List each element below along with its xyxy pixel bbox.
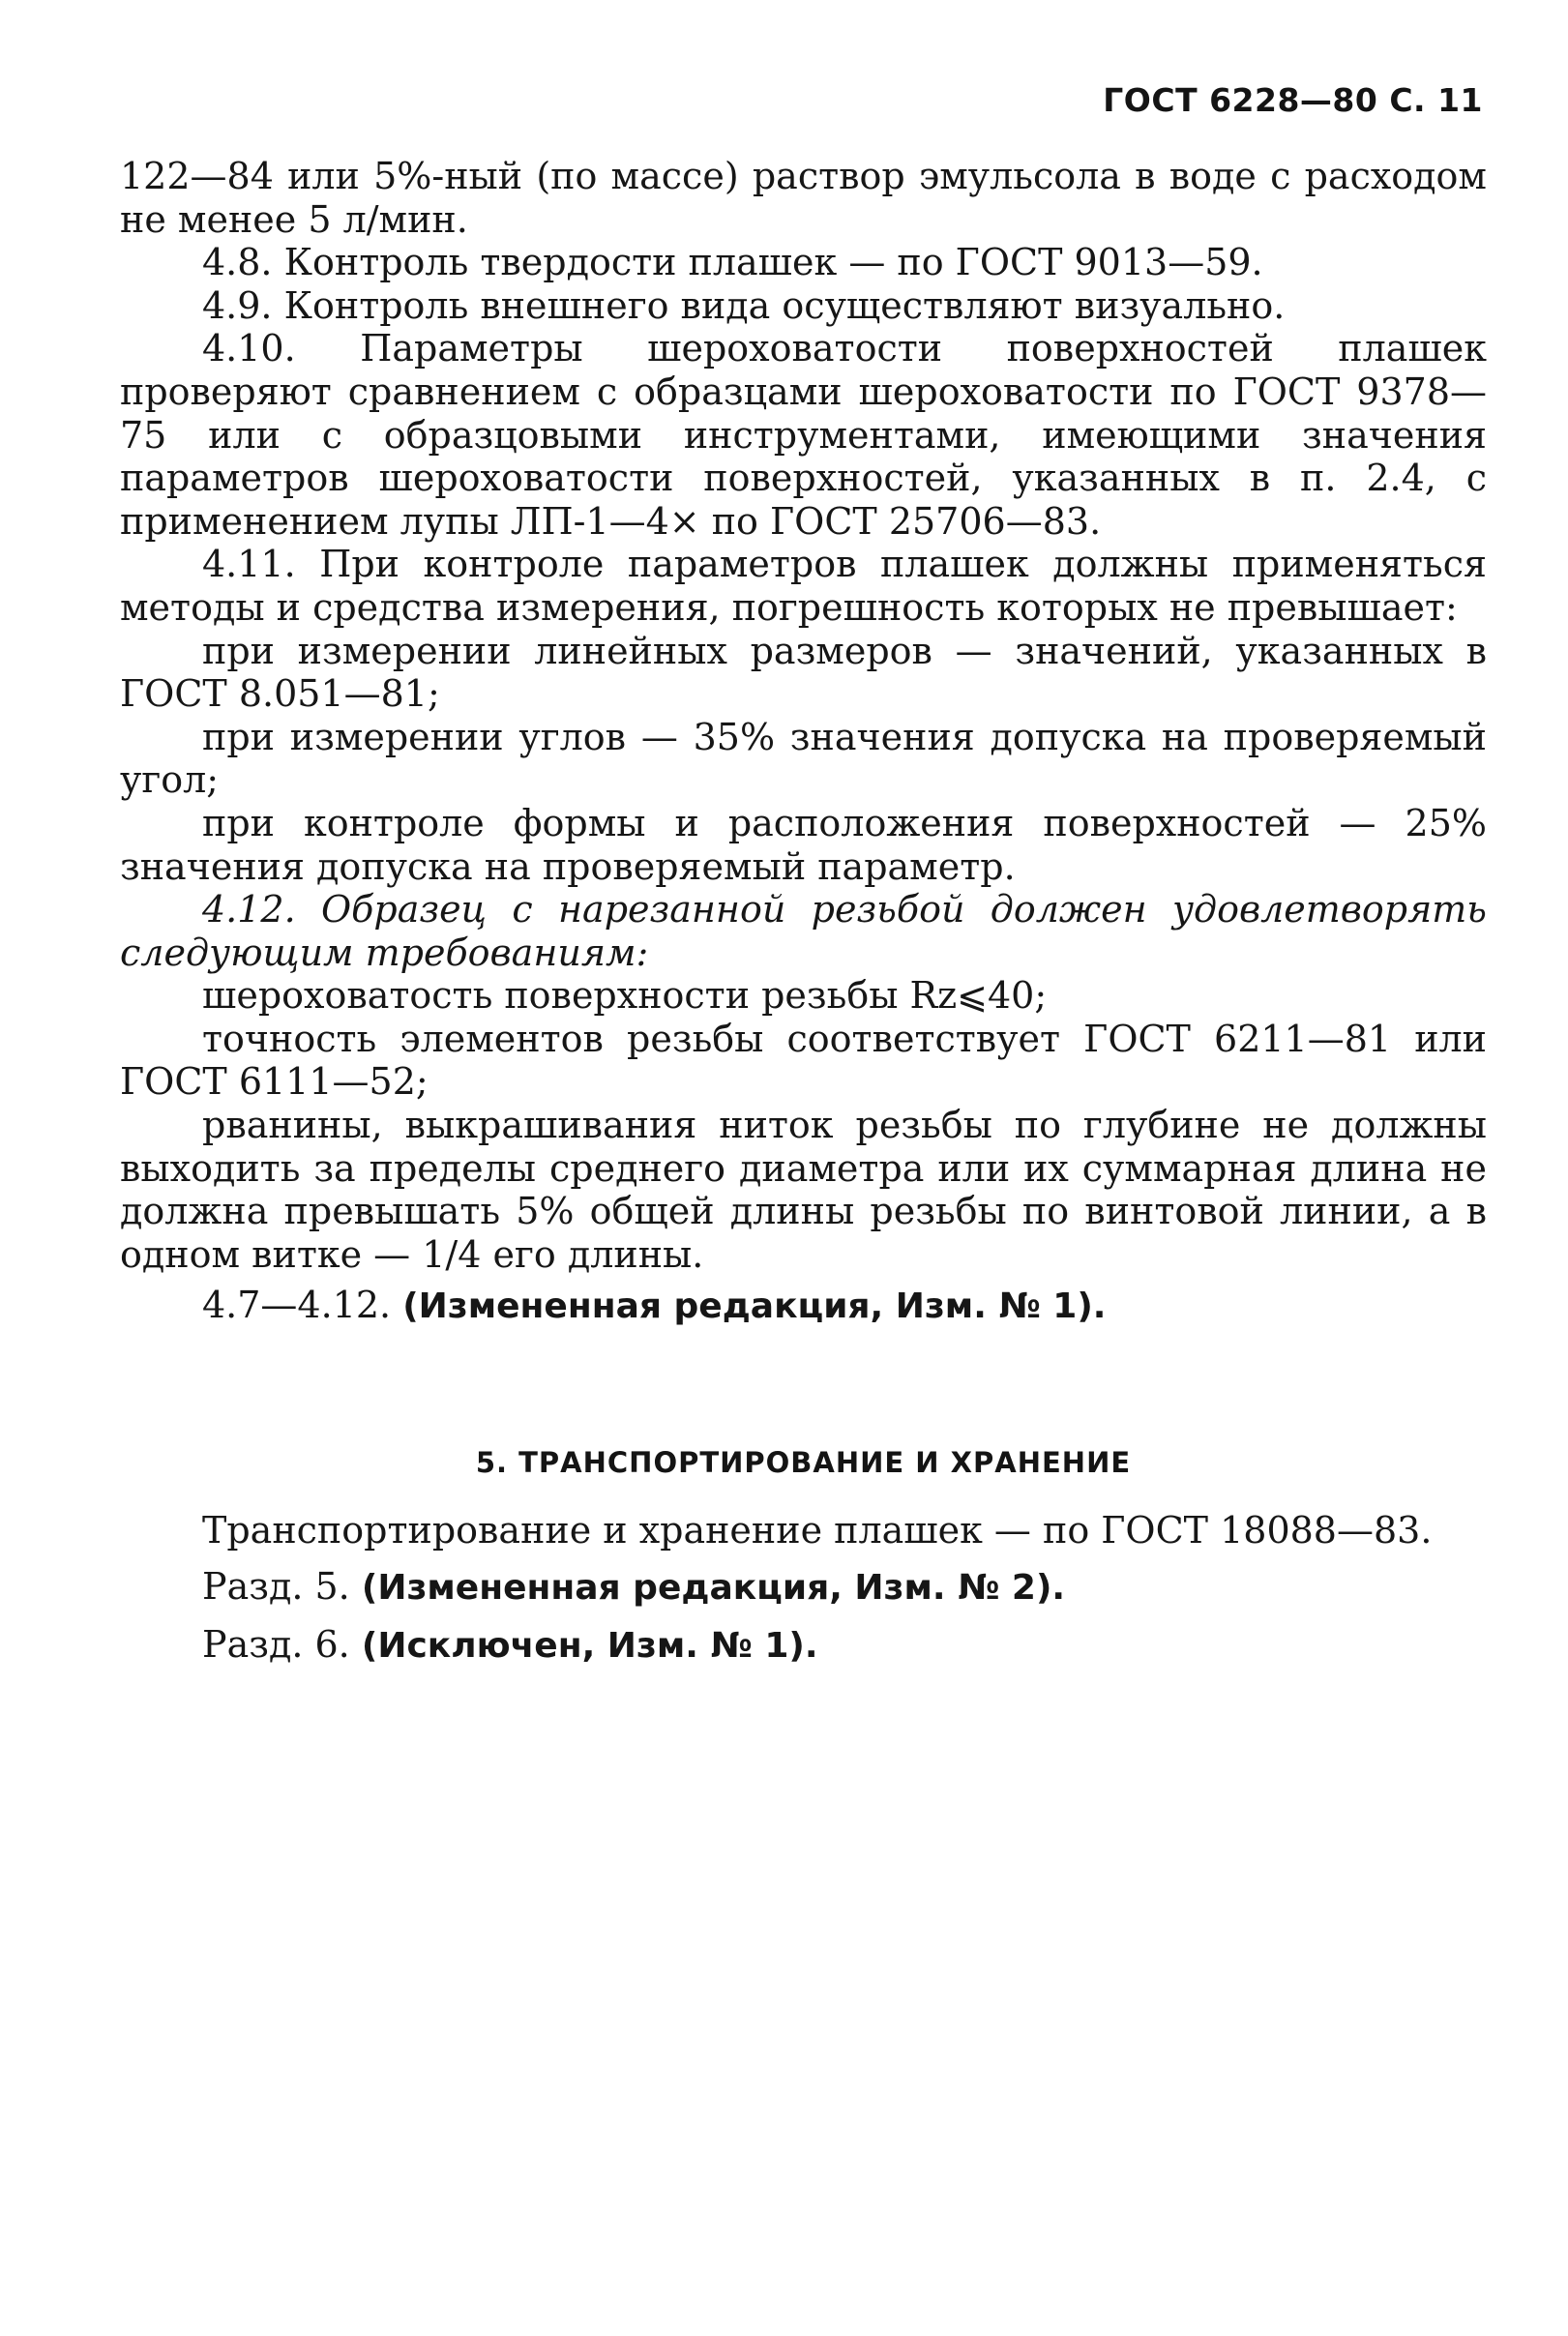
list-item-angles: при измерении углов — 35% значения допуска на проверяемый угол; xyxy=(120,715,1487,802)
paragraph-continuation: 122—84 или 5%-ный (по массе) раствор эмульсола в воде с расходом не менее 5 л/мин. xyxy=(120,155,1487,241)
running-header: ГОСТ 6228—80 С. 11 xyxy=(1103,81,1483,119)
section-5-text: Транспортирование и хранение плашек — по ГОСТ 18088—83. xyxy=(202,1509,1433,1552)
amendment-note-1 xyxy=(120,1284,1487,1329)
paragraph-4-12: 4.12. Образец с нарезанной резьбой должен удовлетворять следующим требованиям: xyxy=(120,888,1487,974)
paragraph-4-9: 4.9. Контроль внешнего вида осуществляют визуально. xyxy=(202,283,1286,327)
amendment-text: (Измененная редакция, Изм. № 1). xyxy=(402,1286,1107,1327)
section-5-title: 5. ТРАНСПОРТИРОВАНИЕ И ХРАНЕНИЕ xyxy=(475,1446,1132,1479)
section-5-body xyxy=(120,1502,1487,1674)
list-item-linear: при измерении линейных размеров — значений, указанных в ГОСТ 8.051—81; xyxy=(120,629,1487,716)
paragraph-4-10: 4.10. Параметры шероховатости поверхностей плашек проверяют сравнением с образцами шероховатости по ГОСТ 9378—75 или с образцовыми инструментами, имеющими значения параметров шероховатости поверхностей, указанных в п. 2.4, с применением лупы ЛП-1—4× по ГОСТ 25706—83. xyxy=(120,327,1487,543)
section-5-amendment xyxy=(120,1558,1487,1616)
list-item-form: при контроле формы и расположения поверхностей — 25% значения допуска на проверяемый параметр. xyxy=(120,801,1487,888)
section-6-amendment-text: (Исключен, Изм. № 1). xyxy=(361,1626,818,1666)
paragraph-4-11: 4.11. При контроле параметров плашек должны применяться методы и средства измерения, погрешность которых не превышает: xyxy=(120,543,1487,629)
list-item-accuracy: точность элементов резьбы соответствует ГОСТ 6211—81 или ГОСТ 6111—52; xyxy=(120,1017,1487,1104)
section-6-amendment-label: Разд. 6. xyxy=(202,1623,350,1666)
list-item-defects: рванины, выкрашивания ниток резьбы по глубине не должны выходить за пределы среднего диаметра или их суммарная длина не должна превышать 5% общей длины резьбы по винтовой линии, а в одном витке — 1/4 его длины. xyxy=(120,1104,1487,1276)
list-item-roughness: шероховатость поверхности резьбы Rz⩽40; xyxy=(202,974,1048,1018)
paragraph-4-8: 4.8. Контроль твердости плашек — по ГОСТ 9013—59. xyxy=(202,241,1263,284)
amendment-label: 4.7—4.12. xyxy=(202,1284,392,1327)
main-text xyxy=(120,155,1487,1329)
section-5-amendment-text: (Измененная редакция, Изм. № 2). xyxy=(361,1568,1066,1608)
section-6-amendment xyxy=(120,1616,1487,1674)
section-5-amendment-label: Разд. 5. xyxy=(202,1565,350,1608)
